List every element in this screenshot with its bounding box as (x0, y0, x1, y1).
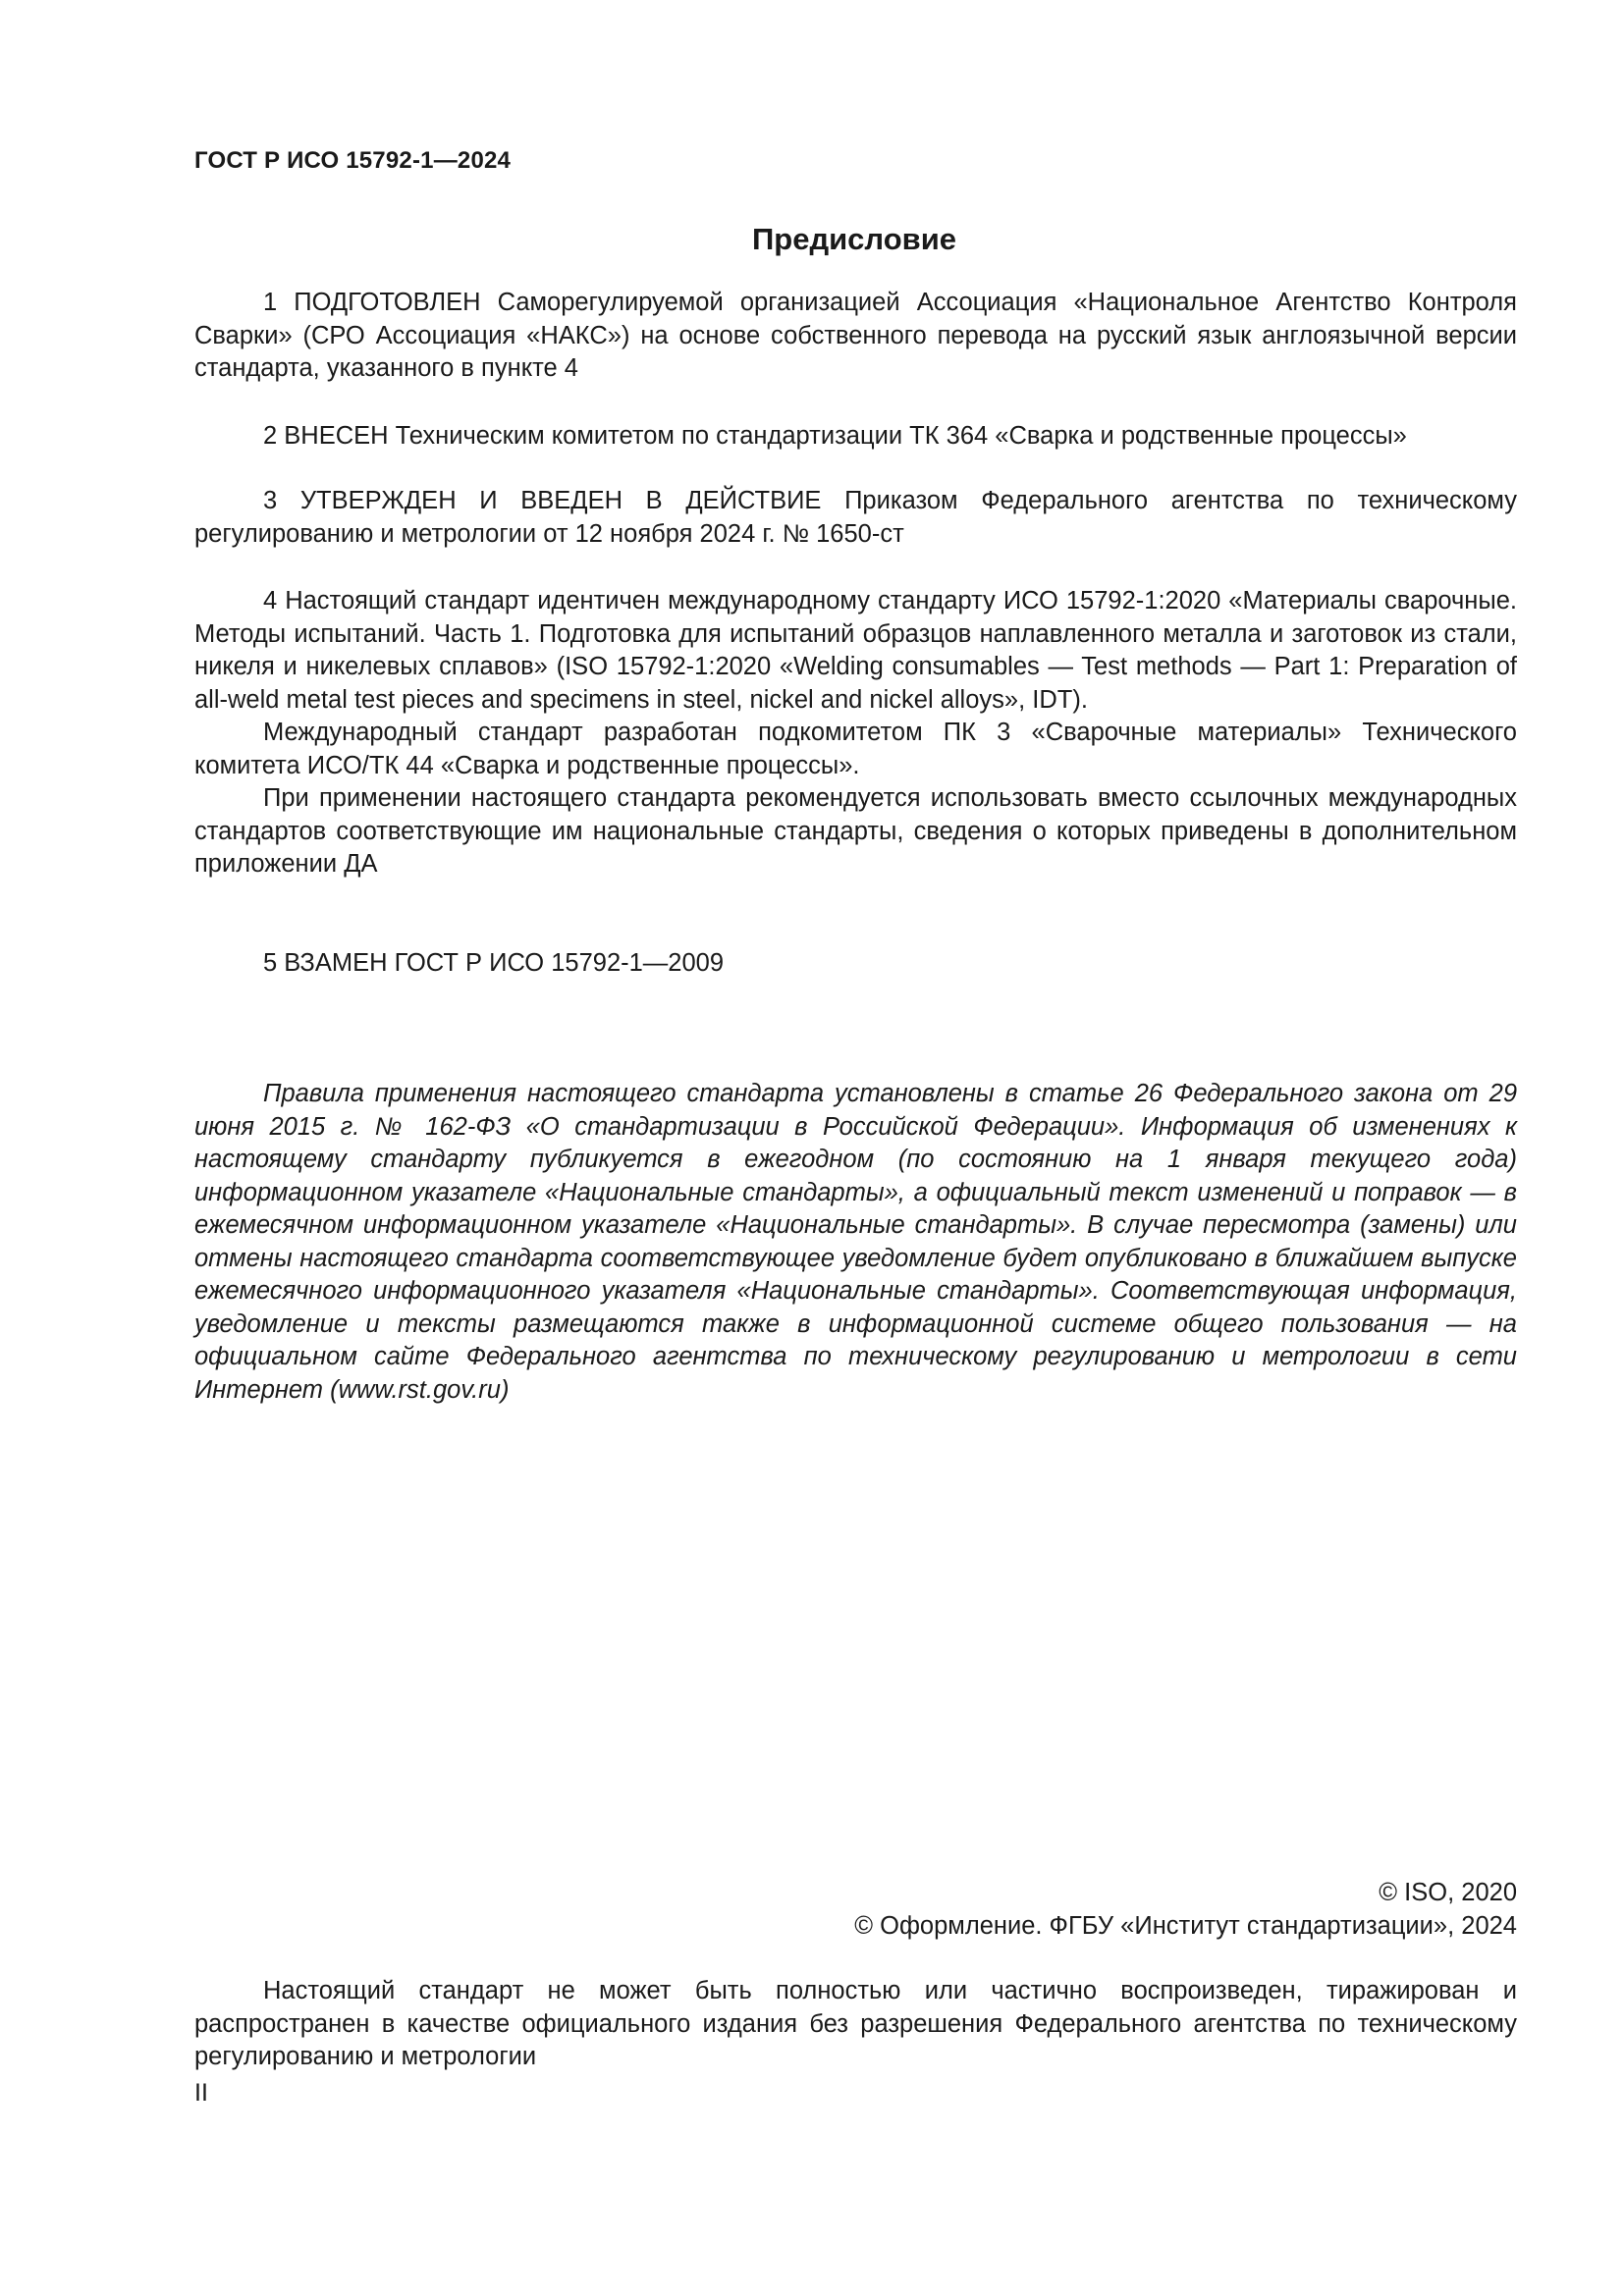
copyright-iso: © ISO, 2020 (1379, 1879, 1517, 1906)
foreword-item-4-paragraph: 4 Настоящий стандарт идентичен международному стандарту ИСО 15792-1:2020 «Материалы сварочные. Методы испытаний. Часть 1. Подготовка для испытаний образцов наплавленного металла и заготовок из стали, никеля и никелевых сплавов» (ISO 15792-1:2020 «Welding consumables — Test methods — Part 1: Preparation of all-weld metal test pieces and specimens in steel, nickel and nickel alloys», IDT). (194, 587, 1517, 714)
copyright-block (854, 1876, 1517, 1943)
application-rules-notice (194, 1078, 1517, 1407)
foreword-item-1-text: 1 ПОДГОТОВЛЕН Саморегулируемой организацией Ассоциация «Национальное Агентство Контроля Сварки» (СРО Ассоциация «НАКС») на основе собственного перевода на русский язык англоязычной версии стандарта, указанного в пункте 4 (194, 289, 1517, 382)
reproduction-notice (194, 1975, 1517, 2074)
document-code-header: ГОСТ Р ИСО 15792-1—2024 (194, 147, 512, 174)
foreword-item-5-text: 5 ВЗАМЕН ГОСТ Р ИСО 15792-1—2009 (263, 949, 725, 977)
foreword-item-4-paragraph: При применении настоящего стандарта рекомендуется использовать вместо ссылочных международных стандартов соответствующие им национальные стандарты, сведения о которых приведены в дополнительном приложении ДА (194, 784, 1517, 878)
foreword-item-3 (194, 485, 1517, 551)
foreword-item-3-text: 3 УТВЕРЖДЕН И ВВЕДЕН В ДЕЙСТВИЕ Приказом Федерального агентства по техническому регулированию и метрологии от 12 ноября 2024 г. № 1650-ст (194, 487, 1517, 548)
reproduction-notice-text: Настоящий стандарт не может быть полностью или частично воспроизведен, тиражирован и распространен в качестве официального издания без разрешения Федерального агентства по техническому регулированию и метрологии (194, 1977, 1517, 2070)
page-title: Предисловие (751, 222, 956, 256)
foreword-item-4 (194, 585, 1517, 881)
foreword-item-2-text: 2 ВНЕСЕН Техническим комитетом по стандартизации ТК 364 «Сварка и родственные процессы» (263, 422, 1407, 450)
foreword-item-1 (194, 287, 1517, 386)
foreword-item-5 (194, 947, 1517, 981)
page-number: II (194, 2079, 208, 2107)
foreword-item-4-paragraph: Международный стандарт разработан подкомитетом ПК 3 «Сварочные материалы» Технического комитета ИСО/ТК 44 «Сварка и родственные процессы». (194, 719, 1517, 779)
application-rules-text: Правила применения настоящего стандарта установлены в статье 26 Федерального закона от 29 июня 2015 г. № 162-ФЗ «О стандартизации в Российской Федерации». Информация об изменениях к настоящему стандарту публикуется в ежегодном (по состоянию на 1 января текущего года) информационном указателе «Национальные стандарты», а официальный текст изменений и поправок — в ежемесячном информационном указателе «Национальные стандарты». В случае пересмотра (замены) или отмены настоящего стандарта соответствующее уведомление будет опубликовано в ближайшем выпуске ежемесячного информационного указателя «Национальные стандарты». Соответствующая информация, уведомление и тексты размещаются также в информационной системе общего пользования — на официальном сайте Федерального агентства по техническому регулированию и метрологии в сети Интернет (www.rst.gov.ru) (194, 1080, 1517, 1404)
foreword-item-2 (194, 420, 1517, 454)
copyright-design: © Оформление. ФГБУ «Институт стандартизации», 2024 (854, 1912, 1517, 1940)
